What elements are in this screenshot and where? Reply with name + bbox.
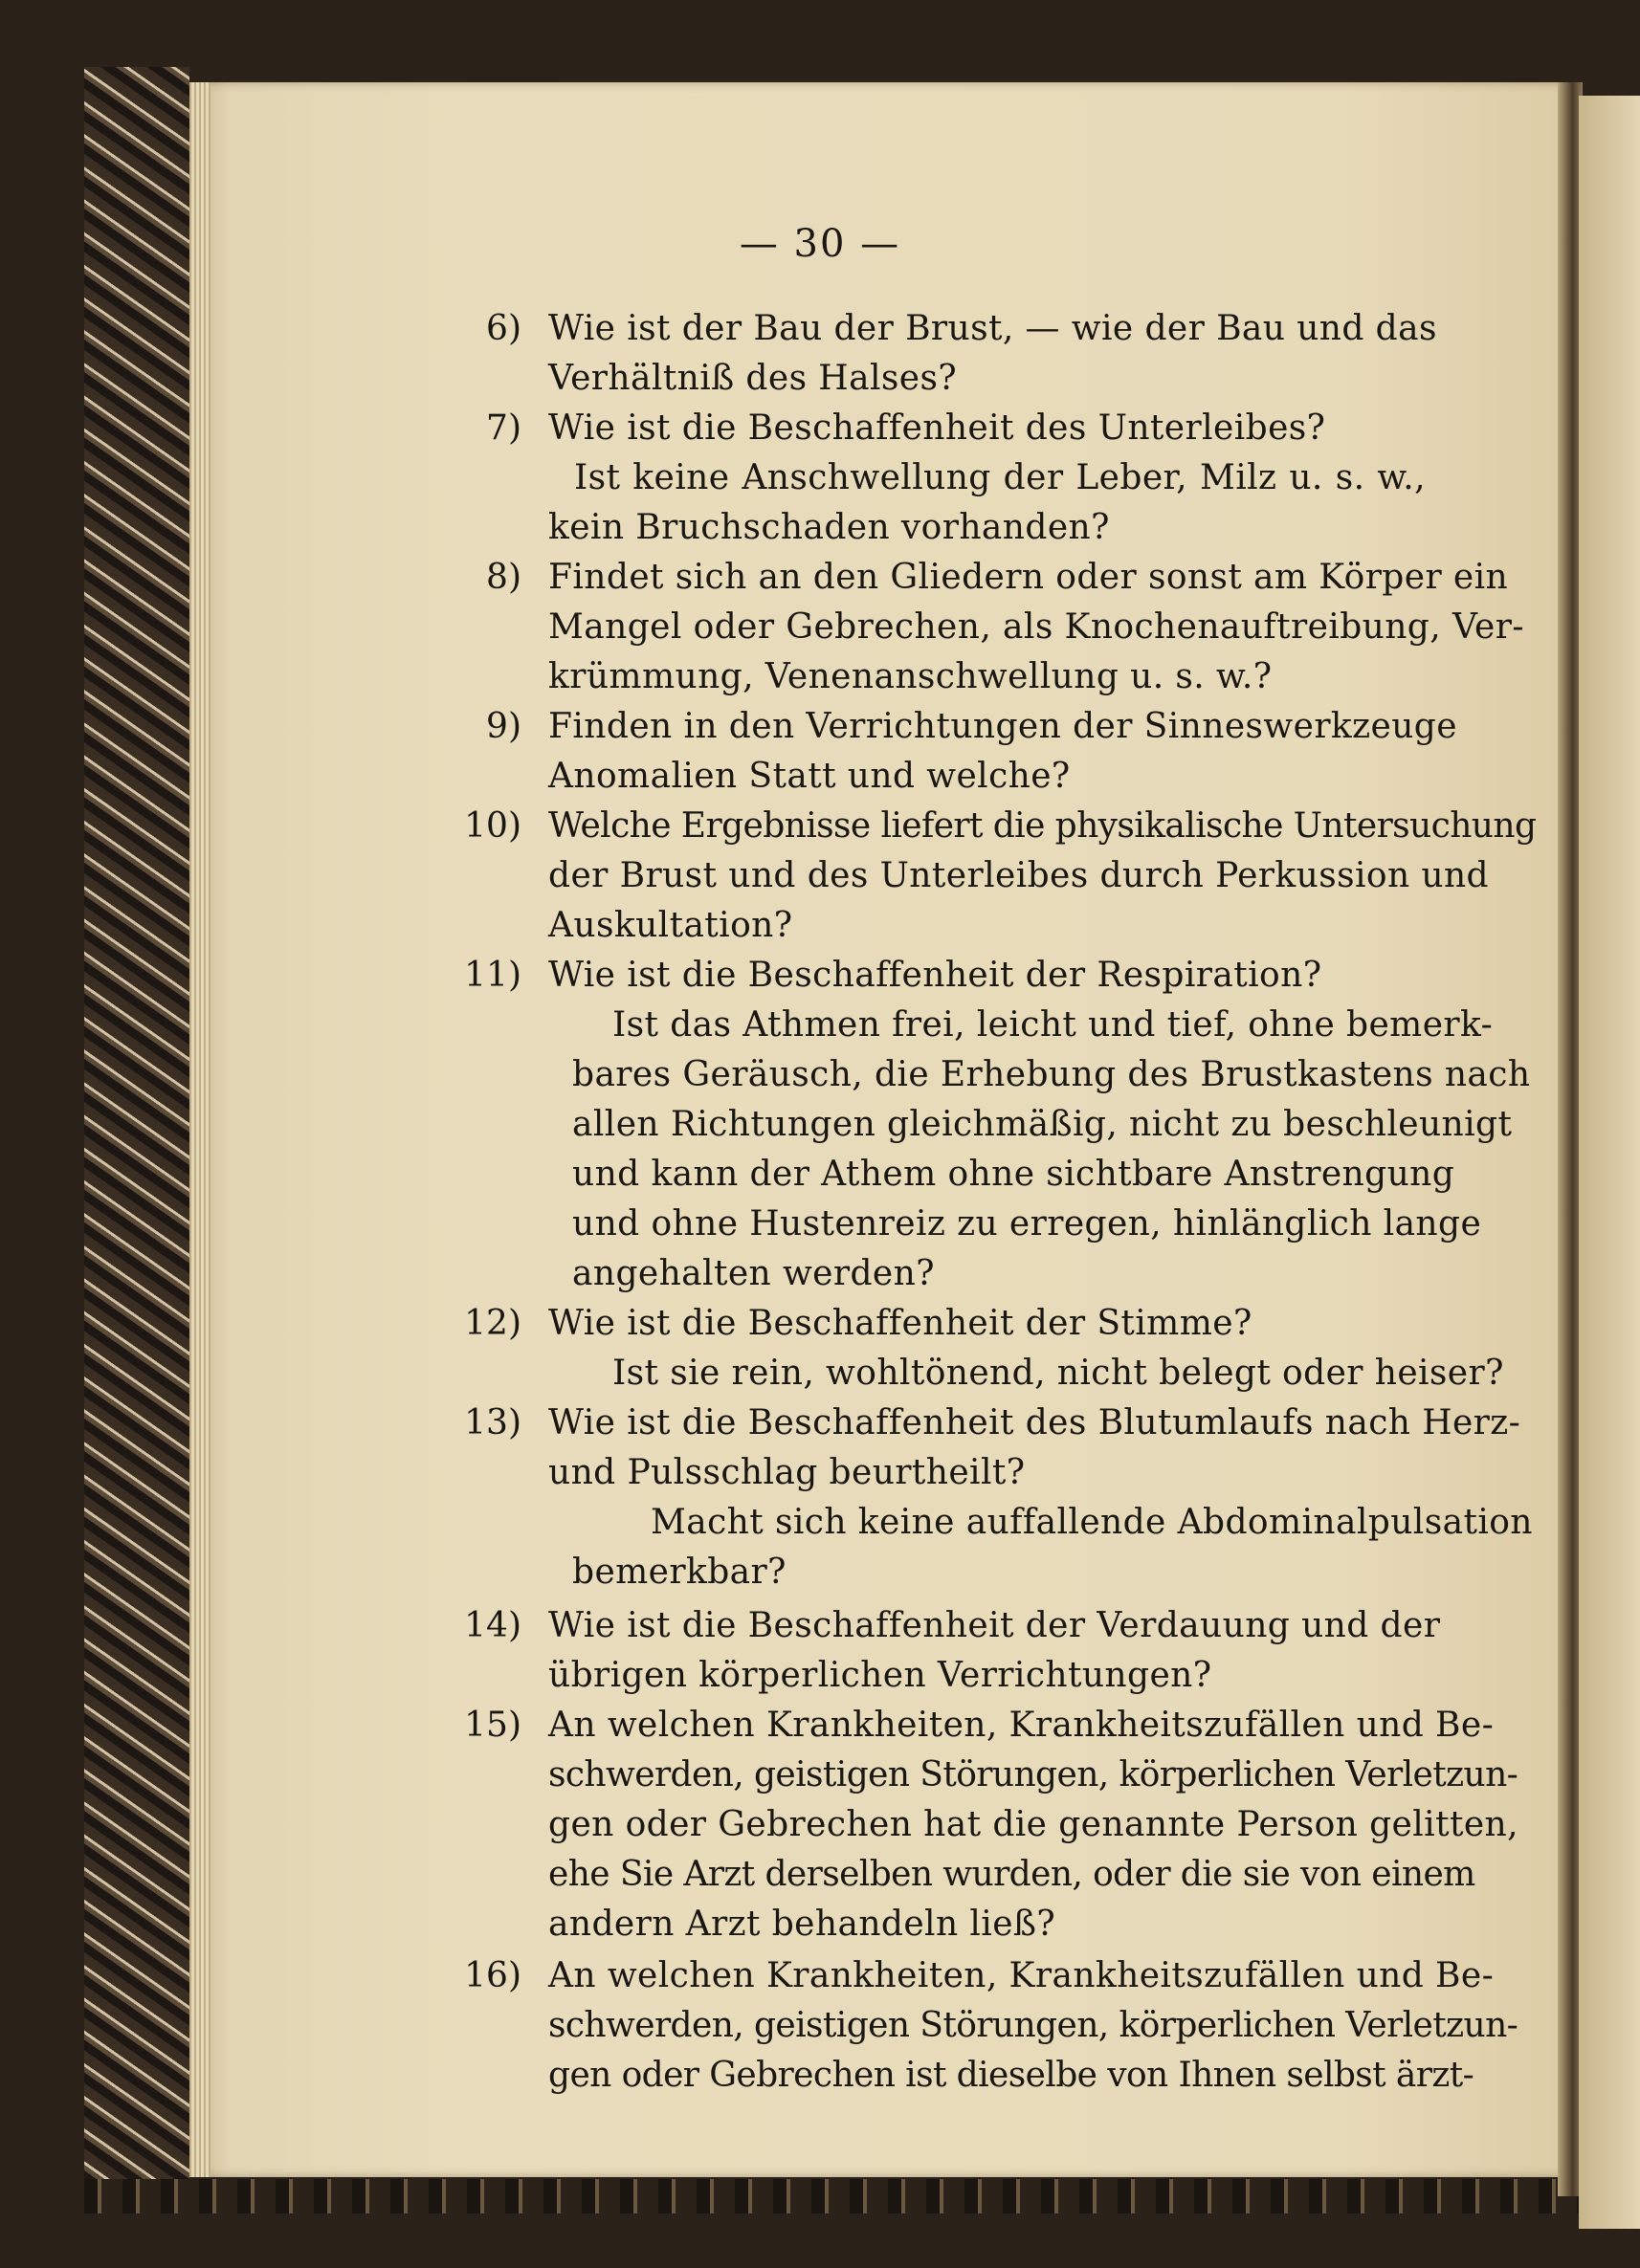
entry-line: und ohne Hustenreiz zu erregen, hinlänglich lange (572, 1204, 1482, 1244)
entry-line: Verhältniß des Halses? (548, 359, 958, 398)
entry-line: der Brust und des Unterleibes durch Perkussion und (548, 856, 1489, 895)
entry-line: schwerden, geistigen Störungen, körperlichen Verletzun- (548, 2006, 1518, 2045)
entry-line: bemerkbar? (572, 1552, 787, 1592)
entry-line: ehe Sie Arzt derselben wurden, oder die sie von einem (548, 1855, 1475, 1894)
entry-line: schwerden, geistigen Störungen, körperlichen Verletzun- (548, 1755, 1518, 1795)
entry-number: 14) (464, 1606, 521, 1645)
entry-line: Ist das Athmen frei, leicht und tief, ohne bemerk- (612, 1005, 1494, 1045)
page-number: — 30 — (739, 222, 901, 266)
entry-line: und Pulsschlag beurtheilt? (548, 1453, 1026, 1492)
entry-line: bares Geräusch, die Erhebung des Brustkastens nach (572, 1055, 1531, 1094)
entry-line: Findet sich an den Gliedern oder sonst am Körper ein (548, 558, 1509, 597)
entry-line: An welchen Krankheiten, Krankheitszufällen und Be- (548, 1706, 1495, 1745)
entry-line: Auskultation? (548, 906, 793, 945)
entry-line: Ist sie rein, wohltönend, nicht belegt oder heiser? (612, 1354, 1504, 1393)
entry-line: Wie ist die Beschaffenheit der Respiration? (548, 956, 1322, 995)
entry-number: 13) (464, 1403, 521, 1442)
entry-line: Mangel oder Gebrechen, als Knochenauftreibung, Ver- (548, 607, 1524, 647)
entry-line: Welche Ergebnisse liefert die physikalische Untersuchung (548, 806, 1537, 846)
book-cover-edge (84, 67, 189, 2181)
entry-number: 15) (464, 1706, 521, 1745)
entry-number: 9) (486, 707, 521, 746)
entry-line: Wie ist die Beschaffenheit der Verdauung und der (548, 1606, 1441, 1645)
entry-line: Wie ist der Bau der Brust, — wie der Bau und das (548, 309, 1437, 348)
entry-line: Wie ist die Beschaffenheit der Stimme? (548, 1304, 1252, 1343)
entry-number: 16) (464, 1956, 521, 1995)
entry-number: 6) (486, 309, 521, 348)
page-stack-edge (189, 82, 211, 2177)
entry-line: angehalten werden? (572, 1254, 935, 1293)
entry-line: andern Arzt behandeln ließ? (548, 1905, 1056, 1944)
entry-line: gen oder Gebrechen ist dieselbe von Ihnen selbst ärzt- (548, 2056, 1474, 2095)
entry-line: übrigen körperlichen Verrichtungen? (548, 1656, 1212, 1695)
entry-number: 10) (464, 806, 521, 846)
entry-number: 11) (464, 956, 521, 995)
entry-number: 8) (486, 558, 521, 597)
entry-line: Finden in den Verrichtungen der Sinneswerkzeuge (548, 707, 1457, 746)
entry-number: 7) (486, 408, 521, 448)
entry-number: 12) (464, 1304, 521, 1343)
entry-line: krümmung, Venenanschwellung u. s. w.? (548, 657, 1273, 696)
entry-line: gen oder Gebrechen hat die genannte Person gelitten, (548, 1805, 1518, 1844)
entry-line: und kann der Athem ohne sichtbare Anstrengung (572, 1155, 1455, 1194)
entry-line: kein Bruchschaden vorhanden? (548, 508, 1110, 547)
entry-line: allen Richtungen gleichmäßig, nicht zu beschleunigt (572, 1105, 1513, 1144)
entry-line: An welchen Krankheiten, Krankheitszufällen und Be- (548, 1956, 1495, 1995)
entry-line: Wie ist die Beschaffenheit des Blutumlaufs nach Herz- (548, 1403, 1521, 1442)
facing-page (1579, 96, 1640, 2229)
entry-line: Ist keine Anschwellung der Leber, Milz u. s. w., (574, 458, 1426, 497)
entry-line: Anomalien Statt und welche? (548, 757, 1071, 796)
entry-line: Wie ist die Beschaffenheit des Unterleibes? (548, 408, 1326, 448)
book-bottom-edge (84, 2179, 1615, 2213)
entry-line: Macht sich keine auffallende Abdominalpulsation (651, 1503, 1533, 1542)
